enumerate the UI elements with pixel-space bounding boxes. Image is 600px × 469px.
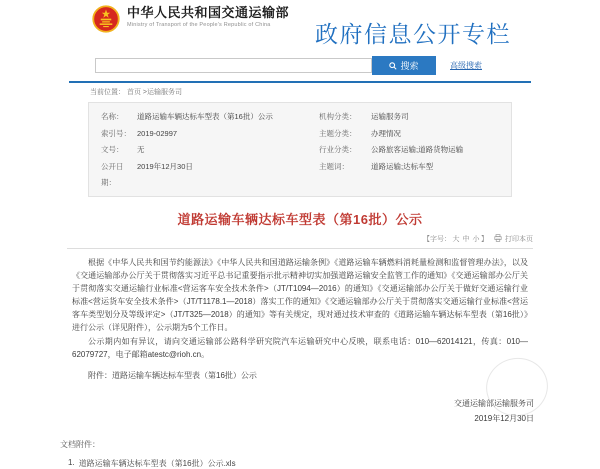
meta-label-topic: 主题分类：	[319, 128, 357, 138]
breadcrumb-separator: >	[142, 89, 147, 96]
meta-value-topic: 办理情况	[371, 128, 401, 138]
font-size-large-button[interactable]: 大	[452, 235, 460, 243]
signature-department: 交通运输部运输服务司	[454, 398, 534, 408]
page-title: 道路运输车辆达标车型表（第16批）公示	[177, 211, 423, 227]
search-button[interactable]	[372, 56, 436, 75]
doc-attachments-heading: 文档附件：	[60, 439, 100, 449]
print-page-button[interactable]: 打印本页	[505, 235, 533, 243]
article-body	[72, 256, 528, 361]
search-button-label: 搜索	[400, 61, 419, 71]
table-row	[89, 142, 511, 159]
meta-label-org: 机构分类：	[319, 112, 357, 121]
meta-value-org: 运输服务司	[371, 112, 409, 121]
doc-attachment-filename: 道路运输车辆达标车型表（第16批）公示.xls	[78, 458, 236, 468]
doc-attachment-download-link[interactable]	[68, 458, 600, 469]
article-tools	[67, 234, 533, 249]
search-input[interactable]	[95, 58, 372, 73]
font-size-prefix: 【字号：	[423, 235, 451, 243]
meta-value-name: 道路运输车辆达标车型表（第16批）公示	[137, 112, 273, 121]
ministry-name-cn: 中华人民共和国交通运输部	[127, 5, 290, 20]
search-icon	[389, 62, 397, 70]
ministry-name-en: Ministry of Transport of the People's Republic of China	[127, 22, 271, 28]
ministry-logo	[92, 5, 289, 33]
site-header	[0, 0, 600, 49]
breadcrumb	[90, 87, 600, 97]
national-emblem-icon	[92, 5, 120, 33]
article-paragraph-1: 根据《中华人民共和国节约能源法》《中华人民共和国道路运输条例》《道路运输车辆燃料消耗量检测和监督管理办法》，以及《交通运输部办公厅关于贯彻落实习近平总书记重要指示批示精神切实加强道路运输安全监管工作的通知》《交通运输部办公厅关于贯彻落实交通运输行业标准<营运客车安全技术条件>（JT/T1094—2016）的通知》《交通运输部办公厅关于做好交通运输行业标准<营运货车安全技术条件>（JT/T1178.1—2018）落实工作的通知》《交通运输部办公厅关于贯彻落实交通运输行业标准<营运客车类型划分及等级评定>（JT/T325—2018）的通知》等有关规定，现对通过技术审查的《道路运输车辆达标车型表（第16批）》进行公示（详见附件），公示期为5个工作日。	[72, 257, 528, 332]
meta-label-pubdate: 公开日期：	[101, 161, 124, 187]
printer-icon	[494, 234, 502, 242]
table-row	[89, 109, 511, 126]
table-row	[89, 126, 511, 143]
meta-value-index: 2019-02997	[137, 128, 178, 138]
meta-label-name: 名称：	[101, 112, 124, 121]
meta-value-pubdate: 2019年12月30日	[137, 161, 193, 171]
breadcrumb-home-link[interactable]: 首页	[126, 89, 141, 96]
meta-value-industry: 公路旅客运输;道路货物运输	[371, 145, 464, 154]
ministry-name-block	[127, 5, 289, 28]
font-size-small-button[interactable]: 小	[472, 235, 480, 243]
breadcrumb-label: 当前位置：	[90, 89, 125, 96]
meta-label-docnum: 文号：	[101, 145, 124, 154]
gov-info-column-title: 政府信息公开专栏	[315, 21, 512, 47]
meta-value-docnum: 无	[137, 145, 145, 154]
signature-date: 2019年12月30日	[474, 413, 534, 423]
header-divider	[69, 81, 531, 83]
meta-label-index: 索引号：	[101, 128, 131, 138]
signature-block	[66, 396, 534, 426]
meta-value-keywords: 道路运输;达标车型	[371, 161, 434, 171]
doc-attachments-section	[60, 439, 600, 469]
advanced-search-link[interactable]: 高级搜索	[450, 61, 482, 70]
doc-attachment-index: 1.	[68, 457, 75, 467]
font-size-medium-button[interactable]: 中	[462, 235, 470, 243]
document-meta-table	[88, 102, 512, 197]
article-paragraph-2: 公示期内如有异议，请向交通运输部公路科学研究院汽车运输研究中心反映，联系电话：010—62014121，传真：010—62079727，电子邮箱atestc@rioh.cn。	[72, 336, 528, 359]
table-row	[89, 159, 511, 192]
search-bar	[95, 56, 600, 75]
meta-label-keywords: 主题词：	[319, 161, 349, 171]
attachment-reference-link[interactable]: 附件：道路运输车辆达标车型表（第16批）公示	[88, 370, 257, 380]
font-size-suffix: 】	[481, 235, 488, 243]
breadcrumb-current: 运输服务司	[147, 89, 182, 96]
meta-label-industry: 行业分类：	[319, 145, 357, 154]
